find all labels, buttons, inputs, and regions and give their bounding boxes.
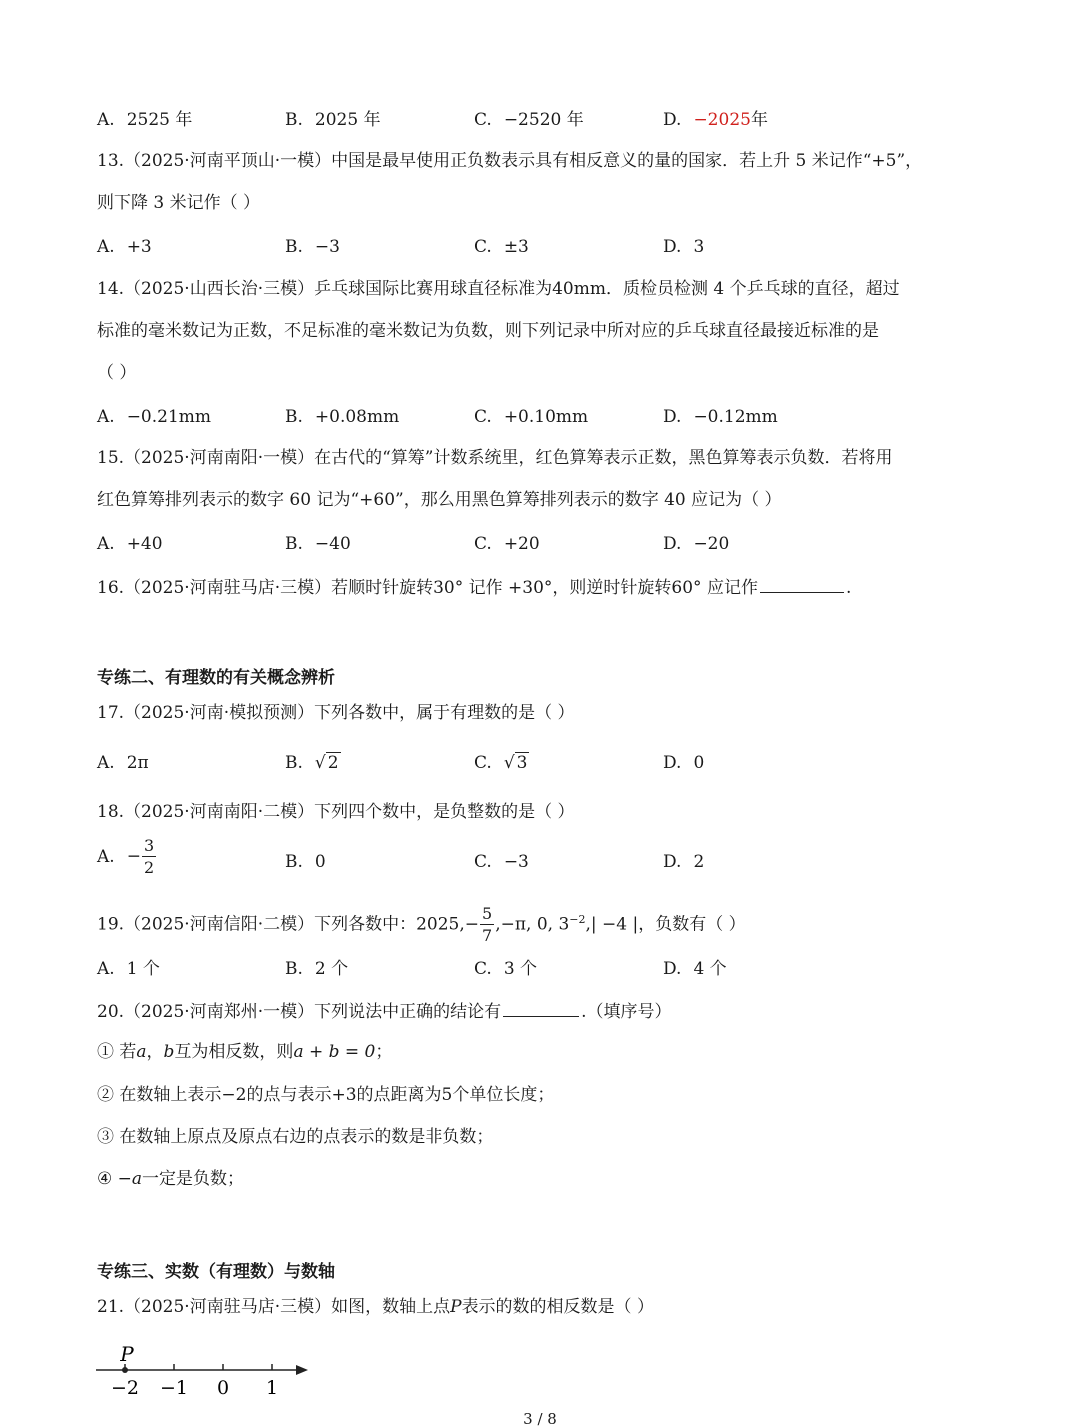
q19-option-a[interactable]: A. 1 个 <box>97 959 160 979</box>
q17-stem: 17.（2025·河南·模拟预测）下列各数中，属于有理数的是（ ） <box>97 703 575 723</box>
q13-option-b[interactable]: B. −3 <box>285 237 340 257</box>
q15-stem-line2: 红色算筹排列表示的数字 60 记为“+60”，那么用黑色算筹排列表示的数字 40 应记为（ ） <box>97 490 782 510</box>
q15-option-d[interactable]: D. −20 <box>663 534 730 554</box>
q15-option-b[interactable]: B. −40 <box>285 534 351 554</box>
q20-statement-3: ③ 在数轴上原点及原点右边的点表示的数是非负数； <box>97 1127 494 1147</box>
q19-option-b[interactable]: B. 2 个 <box>285 959 349 979</box>
q18-option-b[interactable]: B. 0 <box>285 852 326 872</box>
q15-options <box>97 530 857 558</box>
q14-option-b[interactable]: B. +0.08mm <box>285 407 400 427</box>
point-p-label: P <box>120 1342 134 1366</box>
q20-statement-1: ① 若a，b互为相反数，则a + b = 0； <box>97 1042 393 1062</box>
q17-option-b[interactable]: B. √ 2 <box>285 749 341 777</box>
q19-options <box>97 955 857 983</box>
q13-options <box>97 233 857 261</box>
q19-option-c[interactable]: C. 3 个 <box>474 959 538 979</box>
q21-stem: 21.（2025·河南驻马店·三模）如图，数轴上点P表示的数的相反数是（ ） <box>97 1297 654 1317</box>
answer-blank[interactable] <box>503 998 579 1017</box>
q18-option-d[interactable]: D. 2 <box>663 852 705 872</box>
q19-option-d[interactable]: D. 4 个 <box>663 959 727 979</box>
q20-stem: 20.（2025·河南郑州·一模）下列说法中正确的结论有 .（填序号） <box>97 998 672 1024</box>
q12-option-d[interactable]: D. −2025年 <box>663 110 768 130</box>
sqrt-symbol: √ 3 <box>503 753 528 773</box>
q14-option-a[interactable]: A. −0.21mm <box>97 407 212 427</box>
q18-option-a[interactable]: A. − $\frac{3}{2}$ <box>97 836 155 877</box>
q14-stem-line2: 标准的毫米数记为正数，不足标准的毫米数记为负数，则下列记录中所对应的乒乓球直径最接近标准的是 <box>97 321 879 341</box>
q13-stem-line2: 则下降 3 米记作（ ） <box>97 193 261 213</box>
q13-option-d[interactable]: D. 3 <box>663 237 705 257</box>
q13-stem-line1: 13.（2025·河南平顶山·一模）中国是最早使用正负数表示具有相反意义的量的国家．若上升 5 米记作“+5”， <box>97 151 923 171</box>
q13-option-a[interactable]: A. +3 <box>97 237 152 257</box>
q18-options <box>97 836 857 877</box>
number-line-figure <box>94 1338 334 1398</box>
fraction: $\frac{3}{2}$ <box>143 836 155 877</box>
q12-option-c[interactable]: C. −2520 年 <box>474 110 584 130</box>
page-number: 3 / 8 <box>523 1410 557 1428</box>
q19-stem: 19.（2025·河南信阳·二模）下列各数中：2025,− $\frac{5}{7}$ ,−π, 0, $3^{-2},| -4$ |，负数有（ ） <box>97 904 746 945</box>
fraction: $\frac{5}{7}$ <box>482 904 493 945</box>
q17-option-c[interactable]: C. √ 3 <box>474 749 529 777</box>
number-line-tick-label: −2 <box>110 1377 140 1398</box>
q18-option-c[interactable]: C. −3 <box>474 852 529 872</box>
section-heading-2: 专练二、有理数的有关概念辨析 <box>97 668 335 688</box>
q12-option-b[interactable]: B. 2025 年 <box>285 110 381 130</box>
arrow-icon <box>296 1365 308 1375</box>
q12-option-a[interactable]: A. 2525 年 <box>97 110 193 130</box>
sqrt-symbol: √ 2 <box>314 753 339 773</box>
answer-blank[interactable] <box>760 574 844 593</box>
q15-option-c[interactable]: C. +20 <box>474 534 540 554</box>
q15-option-a[interactable]: A. +40 <box>97 534 163 554</box>
section-heading-3: 专练三、实数（有理数）与数轴 <box>97 1262 335 1282</box>
q17-option-a[interactable]: A. 2π <box>97 753 149 773</box>
number-line-tick-label: 1 <box>265 1377 279 1398</box>
q14-stem-line3: （ ） <box>97 363 137 383</box>
q16-stem: 16.（2025·河南驻马店·三模）若顺时针旋转30° 记作 +30°，则逆时针旋转60° 应记作 . <box>97 574 851 600</box>
number-line-tick-label: −1 <box>159 1377 189 1398</box>
q15-stem-line1: 15.（2025·河南南阳·一模）在古代的“算筹”计数系统里，红色算筹表示正数，黑色算筹表示负数．若将用 <box>97 448 893 468</box>
point-p-dot <box>122 1367 128 1373</box>
q14-option-d[interactable]: D. −0.12mm <box>663 407 778 427</box>
q20-statement-4: ④ −a一定是负数； <box>97 1169 245 1189</box>
q12-options <box>97 106 857 134</box>
number-line-tick-label: 0 <box>216 1377 230 1398</box>
q17-option-d[interactable]: D. 0 <box>663 753 705 773</box>
q18-stem: 18.（2025·河南南阳·二模）下列四个数中，是负整数的是（ ） <box>97 802 575 822</box>
q14-stem-line1: 14.（2025·山西长治·三模）乒乓球国际比赛用球直径标准为40mm．质检员检测 4 个乒乓球的直径，超过 <box>97 279 900 299</box>
q14-options <box>97 403 857 431</box>
q17-options <box>97 749 857 777</box>
q14-option-c[interactable]: C. +0.10mm <box>474 407 589 427</box>
q20-statement-2: ② 在数轴上表示−2的点与表示+3的点距离为5个单位长度； <box>97 1085 555 1105</box>
q13-option-c[interactable]: C. ±3 <box>474 237 529 257</box>
